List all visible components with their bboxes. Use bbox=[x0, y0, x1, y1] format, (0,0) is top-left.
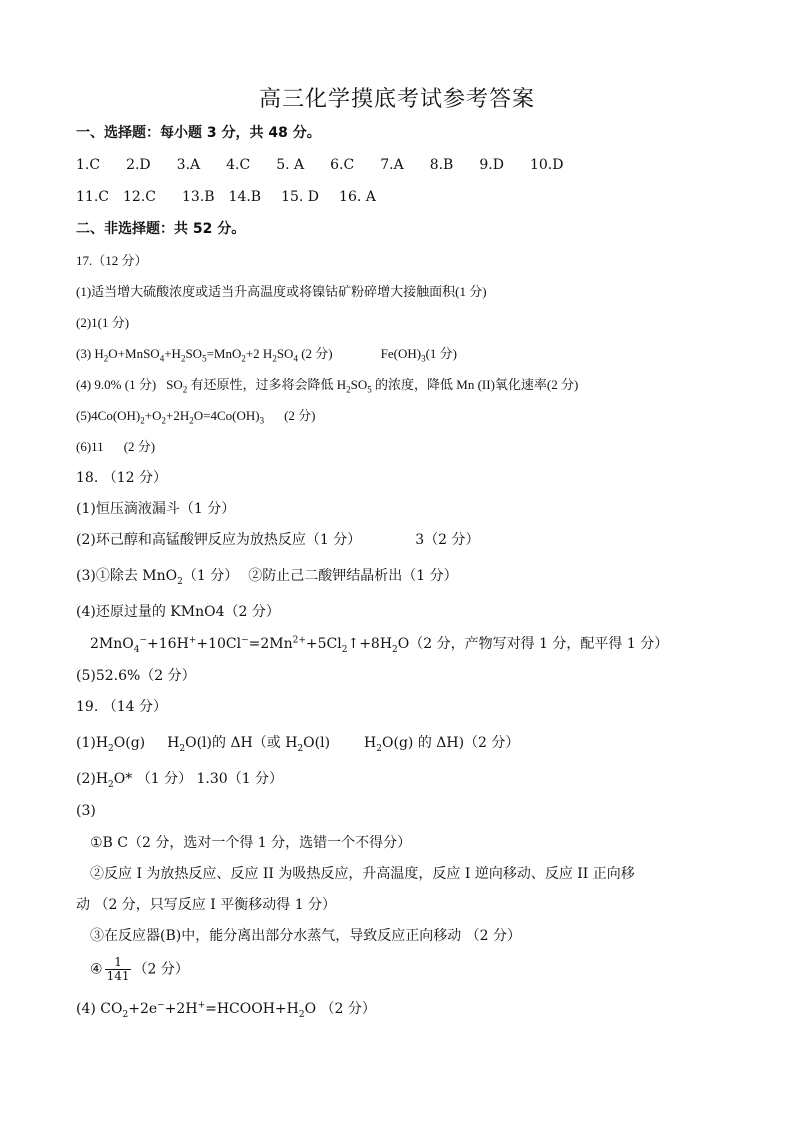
sub: 2 bbox=[182, 384, 188, 395]
sub: 2 bbox=[180, 353, 186, 364]
answer-6: 6.C bbox=[330, 157, 355, 173]
q19-p4-t1: (4) CO bbox=[76, 1001, 123, 1017]
q17-p4-t2: SO bbox=[166, 377, 183, 392]
sub: 3 bbox=[259, 415, 265, 426]
sub: 4 bbox=[159, 353, 165, 364]
q19-p1-t5: O(l) bbox=[303, 735, 331, 751]
sub: 2 bbox=[161, 415, 166, 426]
q18-eq-t3: +10Cl bbox=[196, 636, 242, 652]
q17-part5 bbox=[76, 407, 315, 425]
q17-p3-t8: (2 分) bbox=[297, 346, 333, 361]
q18-part2 bbox=[76, 531, 479, 549]
q18-p2-t1: (2)环己醇和高锰酸钾反应为放热反应（1 分） bbox=[76, 532, 362, 548]
sub: 5 bbox=[202, 353, 207, 364]
answer-3: 3.A bbox=[176, 157, 201, 173]
q17-p6-t2: (2 分) bbox=[123, 439, 156, 454]
answer-2: 2.D bbox=[126, 157, 151, 173]
q18-part3 bbox=[76, 567, 458, 585]
sub: 4 bbox=[293, 353, 298, 364]
choice-row-2 bbox=[76, 188, 402, 206]
q17-p4-t3: 有还原性，过多将会降低 H bbox=[187, 377, 347, 392]
q17-p3-t2: O+MnSO bbox=[108, 346, 160, 361]
q17-p6-t1: (6)11 bbox=[76, 439, 104, 454]
sub: 2 bbox=[272, 353, 277, 364]
q19-p2-t2: O* （1 分） 1.30（1 分） bbox=[113, 771, 284, 787]
q17-part3 bbox=[76, 345, 457, 363]
q18-p3-t3: ②防止己二酸钾结晶析出（1 分） bbox=[248, 568, 458, 584]
q17-p3-t1: (3) H bbox=[76, 346, 104, 361]
q18-p3-t2: （1 分） bbox=[182, 568, 239, 584]
sub: 2 bbox=[108, 779, 114, 790]
q17-p3-t3: +H bbox=[164, 346, 181, 361]
q17-part6 bbox=[76, 438, 155, 456]
q19-part4 bbox=[76, 1000, 376, 1018]
sub: 2 bbox=[189, 415, 194, 426]
q17-p3-t9: Fe(OH) bbox=[380, 346, 422, 361]
sub: 2 bbox=[241, 353, 246, 364]
q19-p1-t3: H bbox=[167, 735, 180, 751]
sup: − bbox=[139, 635, 148, 646]
q19-p4-t3: +2H bbox=[164, 1001, 198, 1017]
q19-part1 bbox=[76, 734, 519, 752]
sub: 2 bbox=[177, 576, 183, 587]
q19-p1-t2: O(g) bbox=[113, 735, 146, 751]
q17-p5-t5: (2 分) bbox=[284, 408, 316, 423]
sub: 2 bbox=[392, 644, 398, 655]
sub: 2 bbox=[179, 743, 186, 754]
answer-8: 8.B bbox=[429, 157, 454, 173]
sub: 4 bbox=[133, 644, 140, 655]
q17-p5-t1: (5)4Co(OH) bbox=[76, 408, 141, 423]
sub: 3 bbox=[421, 353, 426, 364]
section2-heading: 二、非选择题：共 52 分。 bbox=[76, 221, 246, 237]
q18-p2-t2: 3（2 分） bbox=[415, 532, 480, 548]
sup: − bbox=[241, 635, 249, 646]
q19-part3-label: (3) bbox=[76, 803, 96, 819]
fraction-numerator: 1 bbox=[105, 956, 132, 970]
q19-p1-t4: O(l)的 ΔH（或 H bbox=[185, 735, 298, 751]
answer-9: 9.D bbox=[479, 157, 504, 173]
page-title: 高三化学摸底考试参考答案 bbox=[258, 87, 535, 112]
q18-eq-t5: +5Cl bbox=[305, 636, 342, 652]
q18-eq-t2: +16H bbox=[147, 636, 189, 652]
sup: + bbox=[188, 635, 197, 646]
sub: 2 bbox=[297, 743, 304, 754]
answer-16: 16. A bbox=[339, 189, 376, 205]
answer-13: 13.B bbox=[181, 189, 215, 205]
sub: 2 bbox=[108, 743, 114, 754]
q17-p4-t1: (4) 9.0% (1 分) bbox=[76, 377, 157, 392]
q17-p3-t5: =MnO bbox=[206, 346, 242, 361]
answer-12: 12.C bbox=[122, 189, 156, 205]
answer-4: 4.C bbox=[226, 157, 251, 173]
q19-part3-2: ②反应 I 为放热反应、反应 II 为吸热反应，升高温度，反应 I 逆向移动、反应 II 正向移 bbox=[90, 866, 635, 882]
sub: 2 bbox=[140, 415, 145, 426]
answer-11: 11.C bbox=[76, 189, 109, 205]
choice-row-1 bbox=[76, 156, 589, 174]
q18-part1: (1)恒压滴液漏斗（1 分） bbox=[76, 501, 236, 517]
q18-p3-t1: (3)①除去 MnO bbox=[76, 568, 178, 584]
sup: − bbox=[157, 1000, 165, 1011]
q17-p3-t10: (1 分) bbox=[425, 346, 457, 361]
q19-part3-3: ③在反应器(B)中，能分离出部分水蒸气，导致反应正向移动 （2 分） bbox=[90, 928, 522, 944]
q17-header: 17.（12 分） bbox=[76, 253, 148, 268]
q17-p3-t4: SO bbox=[185, 346, 203, 361]
q18-eq-t1: 2MnO bbox=[90, 636, 134, 652]
answer-7: 7.A bbox=[380, 157, 404, 173]
q19-p1-t7: O(g) 的 ΔH)（2 分） bbox=[382, 735, 520, 751]
sub: 2 bbox=[346, 384, 351, 395]
answer-5: 5. A bbox=[276, 157, 305, 173]
answer-10: 10.D bbox=[529, 157, 564, 173]
q17-part1: (1)适当增大硫酸浓度或适当升高温度或将镍钴矿粉碎增大接触面积(1 分) bbox=[76, 284, 487, 299]
q19-p1-t1: (1)H bbox=[76, 735, 109, 751]
sup: + bbox=[197, 1000, 206, 1011]
q18-eq-t4: =2Mn bbox=[248, 636, 293, 652]
q17-part2: (2)1(1 分) bbox=[76, 315, 130, 330]
q17-p4-t5: 的浓度，降低 Mn (II)氧化速率(2 分) bbox=[371, 377, 579, 392]
q19-part2 bbox=[76, 770, 283, 788]
fraction bbox=[105, 956, 132, 983]
q19-header: 19. （14 分） bbox=[76, 699, 167, 715]
section1-heading: 一、选择题：每小题 3 分，共 48 分。 bbox=[76, 125, 321, 141]
sub: 2 bbox=[341, 644, 348, 655]
answer-1: 1.C bbox=[76, 157, 101, 173]
answer-15: 15. D bbox=[281, 189, 320, 205]
q19-part3-4 bbox=[90, 956, 189, 983]
q19-p4-t2: +2e bbox=[128, 1001, 158, 1017]
q18-eq-t6: ↑+8H bbox=[347, 636, 393, 652]
q18-eq-t7: O（2 分，产物写对得 1 分，配平得 1 分） bbox=[397, 636, 669, 652]
q19-p4-t4: =HCOOH+H bbox=[205, 1001, 299, 1017]
q17-part4 bbox=[76, 376, 578, 394]
q17-p5-t4: O=4Co(OH) bbox=[193, 408, 260, 423]
q19-p34-t1: ④ bbox=[90, 961, 103, 978]
q19-p34-t2: （2 分） bbox=[133, 961, 189, 978]
fraction-denominator: 141 bbox=[106, 969, 130, 983]
q17-p4-t4: SO bbox=[350, 377, 368, 392]
q18-equation bbox=[90, 635, 668, 653]
q17-p3-t6: +2 H bbox=[245, 346, 273, 361]
sub: 2 bbox=[376, 743, 382, 754]
q19-p1-t6: H bbox=[364, 735, 377, 751]
q19-p2-t1: (2)H bbox=[76, 771, 109, 787]
q19-p4-t5: O （2 分） bbox=[304, 1001, 376, 1017]
answer-14: 14.B bbox=[228, 189, 262, 205]
sub: 2 bbox=[122, 1009, 129, 1020]
q18-header: 18. （12 分） bbox=[76, 470, 167, 486]
q18-part5: (5)52.6%（2 分） bbox=[76, 668, 196, 684]
sub: 5 bbox=[367, 384, 372, 395]
q18-part4: (4)还原过量的 KMnO4（2 分） bbox=[76, 604, 280, 620]
sub: 2 bbox=[298, 1009, 305, 1020]
sup: 2+ bbox=[292, 635, 306, 646]
q19-part3-2-cont: 动 （2 分，只写反应 I 平衡移动得 1 分） bbox=[76, 897, 337, 913]
q19-part3-1: ①B C（2 分，选对一个得 1 分，选错一个不得分） bbox=[90, 835, 412, 851]
q17-p5-t3: +2H bbox=[166, 408, 190, 423]
q17-p3-t7: SO bbox=[276, 346, 294, 361]
sub: 2 bbox=[103, 353, 109, 364]
q17-p5-t2: +O bbox=[144, 408, 162, 423]
